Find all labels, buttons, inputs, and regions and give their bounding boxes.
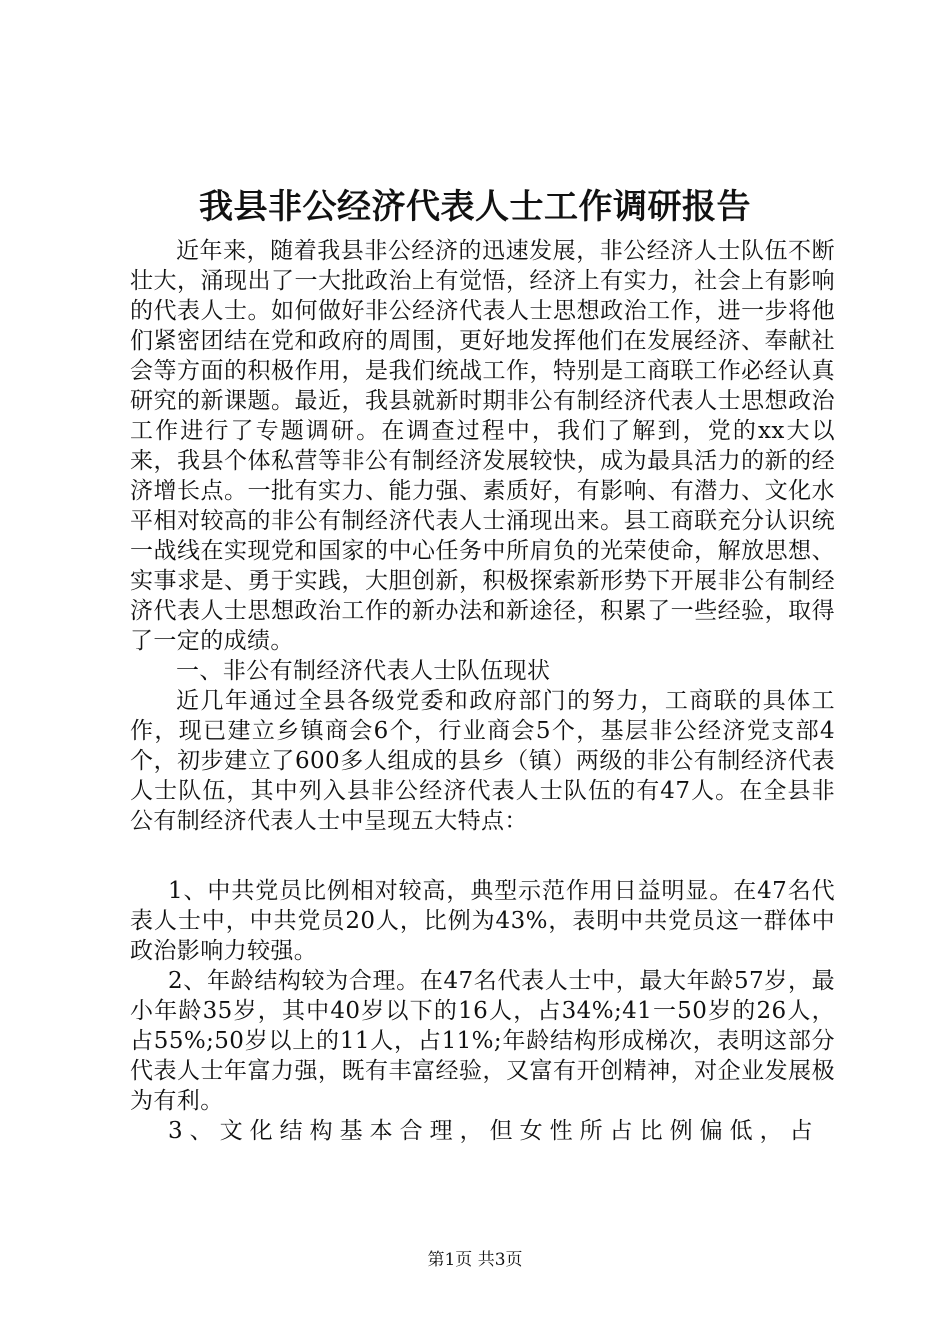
intro-paragraph: 近年来，随着我县非公经济的迅速发展，非公经济人士队伍不断壮大，涌现出了一大批政治上有觉悟，经济上有实力，社会上有影响的代表人士。如何做好非公经济代表人士思想政治工作，进一步将他们紧密团结在党和政府的周围，更好地发挥他们在发展经济、奉献社会等方面的积极作用，是我们统战工作，特别是工商联工作必经认真研究的新课题。最近，我县就新时期非公有制经济代表人士思想政治工作进行了专题调研。在调查过程中，我们了解到，党的xx大以来，我县个体私营等非公有制经济发展较快，成为最具活力的新的经济增长点。一批有实力、能力强、素质好，有影响、有潜力、文化水平相对较高的非公有制经济代表人士涌现出来。县工商联充分认识统一战线在实现党和国家的中心任务中所肩负的光荣使命，解放思想、实事求是、勇于实践，大胆创新，积极探索新形势下开展非公有制经济代表人士思想政治工作的新办法和新途径，积累了一些经验，取得了一定的成绩。 — [130, 238, 835, 654]
page-footer: 第1页 共3页 — [427, 1250, 523, 1270]
document-body — [130, 236, 835, 1146]
feature-paragraph-3: 3、文化结构基本合理，但女性所占比例偏低，占 — [168, 1118, 820, 1144]
paragraph-gap — [130, 836, 835, 876]
document-title: 我县非公经济代表人士工作调研报告 — [199, 187, 751, 227]
feature-paragraph-1: 1、中共党员比例相对较高，典型示范作用日益明显。在47名代表人士中，中共党员20人，比例为43%，表明中共党员这一群体中政治影响力较强。 — [130, 878, 835, 964]
status-paragraph: 近几年通过全县各级党委和政府部门的努力，工商联的具体工作，现已建立乡镇商会6个，行业商会5个，基层非公经济党支部4个，初步建立了600多人组成的县乡（镇）两级的非公有制经济代表人士队伍，其中列入县非公经济代表人士队伍的有47人。在全县非公有制经济代表人士中呈现五大特点： — [130, 688, 835, 834]
feature-paragraph-2: 2、年龄结构较为合理。在47名代表人士中，最大年龄57岁，最小年龄35岁，其中40岁以下的16人，占34%;41一50岁的26人，占55%;50岁以上的11人，占11%;年龄结构形成梯次，表明这部分代表人士年富力强，既有丰富经验，又富有开创精神，对企业发展极为有利。 — [130, 968, 835, 1114]
section-heading: 一、非公有制经济代表人士队伍现状 — [176, 658, 551, 684]
